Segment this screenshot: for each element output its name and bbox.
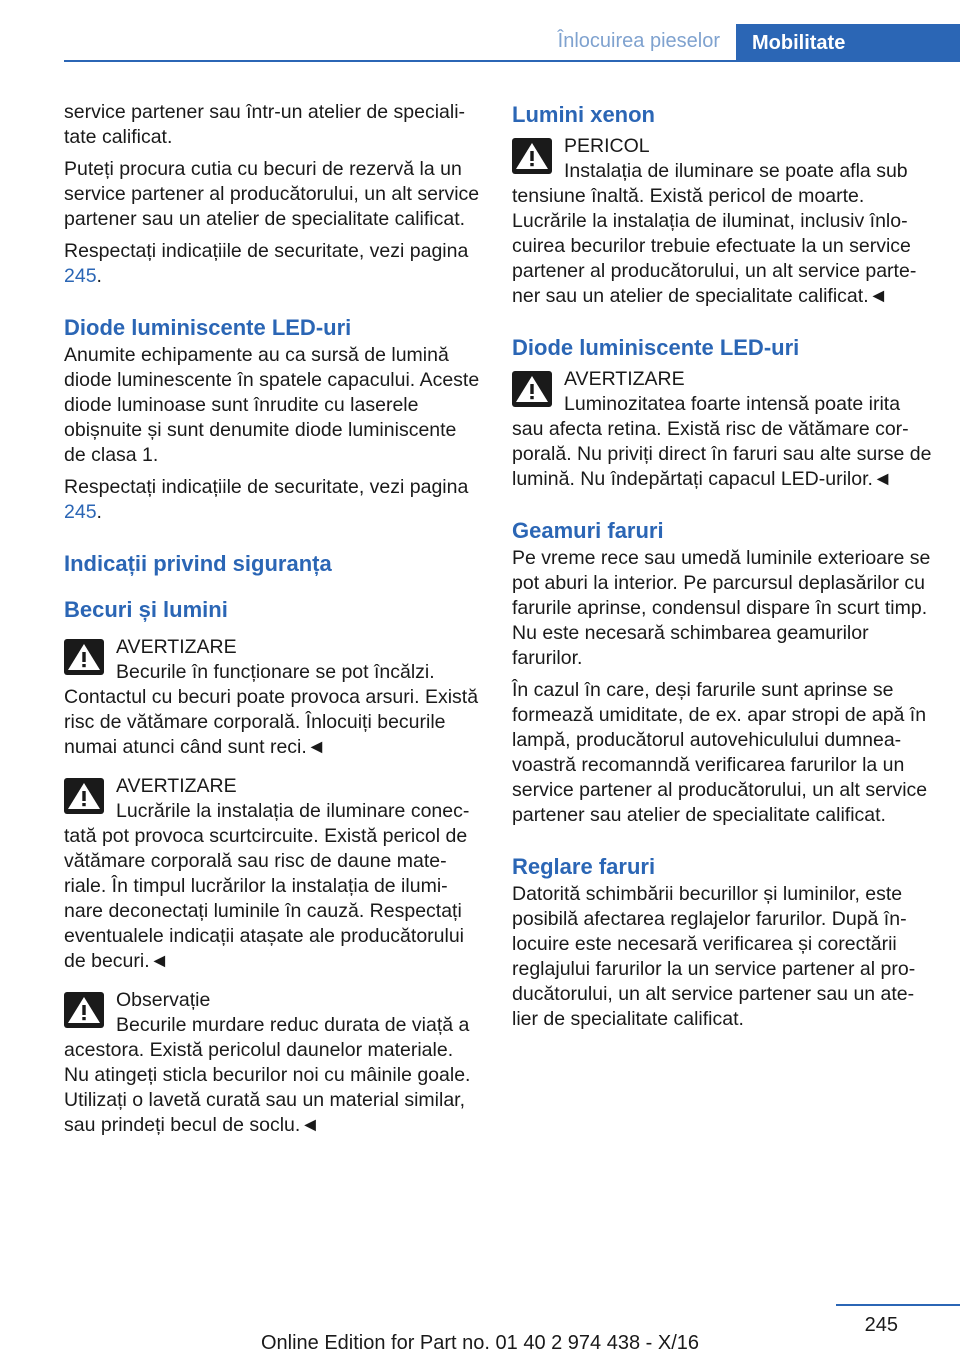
heading-glass: Geamuri faruri xyxy=(512,518,664,543)
paragraph: În cazul în care, deși farurile sunt aprinse se formează umiditate, de ex. apar stropi de apă în lampă, producătorul autovehiculului dumneavoastră recomanndă verificarea farurilor la un service partener al producătorului, un alt service partener sau atelier de specialitate calificat. xyxy=(512,679,928,826)
warning-triangle-icon xyxy=(64,778,104,814)
right-column xyxy=(512,100,932,1039)
warning-text: Luminozitatea foarte intensă poate irita sau afecta retina. Există risc de vătămare corporală. Nu priviți direct în faruri sau alte surse de lumină. Nu îndepărtați capacul LED-urilor.◄ xyxy=(512,393,932,490)
warning-triangle-icon xyxy=(64,992,104,1028)
warning-triangle-icon xyxy=(64,639,104,675)
warning-title: AVERTIZARE xyxy=(116,636,237,658)
paragraph: service partener sau într-un atelier de specialitate calificat. xyxy=(64,101,466,148)
warning-block xyxy=(64,635,480,760)
paragraph: Pe vreme rece sau umedă luminile exterioare se pot aburi la interior. Pe parcursul deplasărilor cu farurile aprinse, condensul dispare în scurt timp. Nu este necesară schimbarea geamurilor farurilor. xyxy=(512,547,931,669)
warning-text: Lucrările la instalația de iluminare conectată pot provoca scurtcircuite. Există pericol de vătămare corporală sau risc de daune materiale. În timpul lucrărilor la instalația de iluminare deconectați luminile în cauză. Respectați eventualele indicații atașate ale producătorului de becuri.◄ xyxy=(64,800,470,972)
page-link[interactable]: 245 xyxy=(64,265,97,287)
footer-rule xyxy=(836,1304,960,1306)
page-number: 245 xyxy=(864,1314,898,1336)
edition-note: Online Edition for Part no. 01 40 2 974 438 - X/16 xyxy=(260,1332,700,1354)
header-chapter-tab: Mobilitate xyxy=(736,24,960,62)
warning-title: AVERTIZARE xyxy=(116,775,237,797)
heading-xenon: Lumini xenon xyxy=(512,102,655,127)
warning-triangle-icon xyxy=(512,138,552,174)
warning-block xyxy=(64,774,480,974)
warning-text: Becurile în funcționare se pot încălzi. xyxy=(116,661,435,683)
paragraph: Datorită schimbării becurillor și luminilor, este posibilă afectarea reglajelor farurilor. După înlocuire este necesară verificarea și corectării reglajului farurilor la un service partener al producătorului, un alt service partener sau un atelier de specialitate calificat. xyxy=(512,883,916,1030)
note-title: Observație xyxy=(116,989,211,1011)
header-section-title: Înlocuirea pieselor xyxy=(557,30,720,52)
warning-title: AVERTIZARE xyxy=(564,368,685,390)
paragraph-with-link: Respectați indicațiile de securitate, vezi pagina 245. xyxy=(64,240,469,287)
page-header xyxy=(64,24,960,62)
heading-safety: Indicații privind siguranța xyxy=(64,551,332,576)
note-block xyxy=(64,988,480,1138)
danger-text: Instalația de iluminare se poate afla sub tensiune înaltă. Există pericol de moarte. Lucrările la instalația de iluminat, inclusiv înlocuirea becurilor trebuie efectuate la un service partener al producătorului, un alt service partener sau un atelier de specialitate calificat.◄ xyxy=(512,160,917,307)
heading-adjust: Reglare faruri xyxy=(512,854,656,879)
heading-led: Diode luminiscente LED-uri xyxy=(512,335,800,360)
note-text: Becurile murdare reduc durata de viață a acestora. Există pericolul daunelor materiale. Nu atingeți sticla becurilor noi cu mâinile goale. Utilizați o lavetă curată sau un material similar, sau prindeți becul de soclu.◄ xyxy=(64,1014,471,1136)
warning-block xyxy=(512,367,932,492)
page-footer xyxy=(0,1290,960,1362)
warning-text: Contactul cu becuri poate provoca arsuri. Există risc de vătămare corporală. Înlocuiți becurile numai atunci când sunt reci.◄ xyxy=(64,686,479,758)
danger-title: PERICOL xyxy=(564,135,650,157)
left-column xyxy=(64,100,480,1152)
page-link[interactable]: 245 xyxy=(64,501,97,523)
warning-triangle-icon xyxy=(512,371,552,407)
paragraph-with-link: Respectați indicațiile de securitate, vezi pagina 245. xyxy=(64,476,469,523)
paragraph: Puteți procura cutia cu becuri de rezervă la un service partener al producătorului, un alt service partener sau un atelier de specialitate calificat. xyxy=(64,158,480,230)
heading-led: Diode luminiscente LED-uri xyxy=(64,315,352,340)
paragraph: Anumite echipamente au ca sursă de lumină diode luminescente în spatele capacului. Aceste diode luminoase sunt înrudite cu laserele obișnuite și sunt denumite diode luminiscente de clasa 1. xyxy=(64,344,480,466)
heading-bulbs: Becuri și lumini xyxy=(64,597,228,622)
danger-block xyxy=(512,134,932,309)
header-rule xyxy=(64,60,960,62)
